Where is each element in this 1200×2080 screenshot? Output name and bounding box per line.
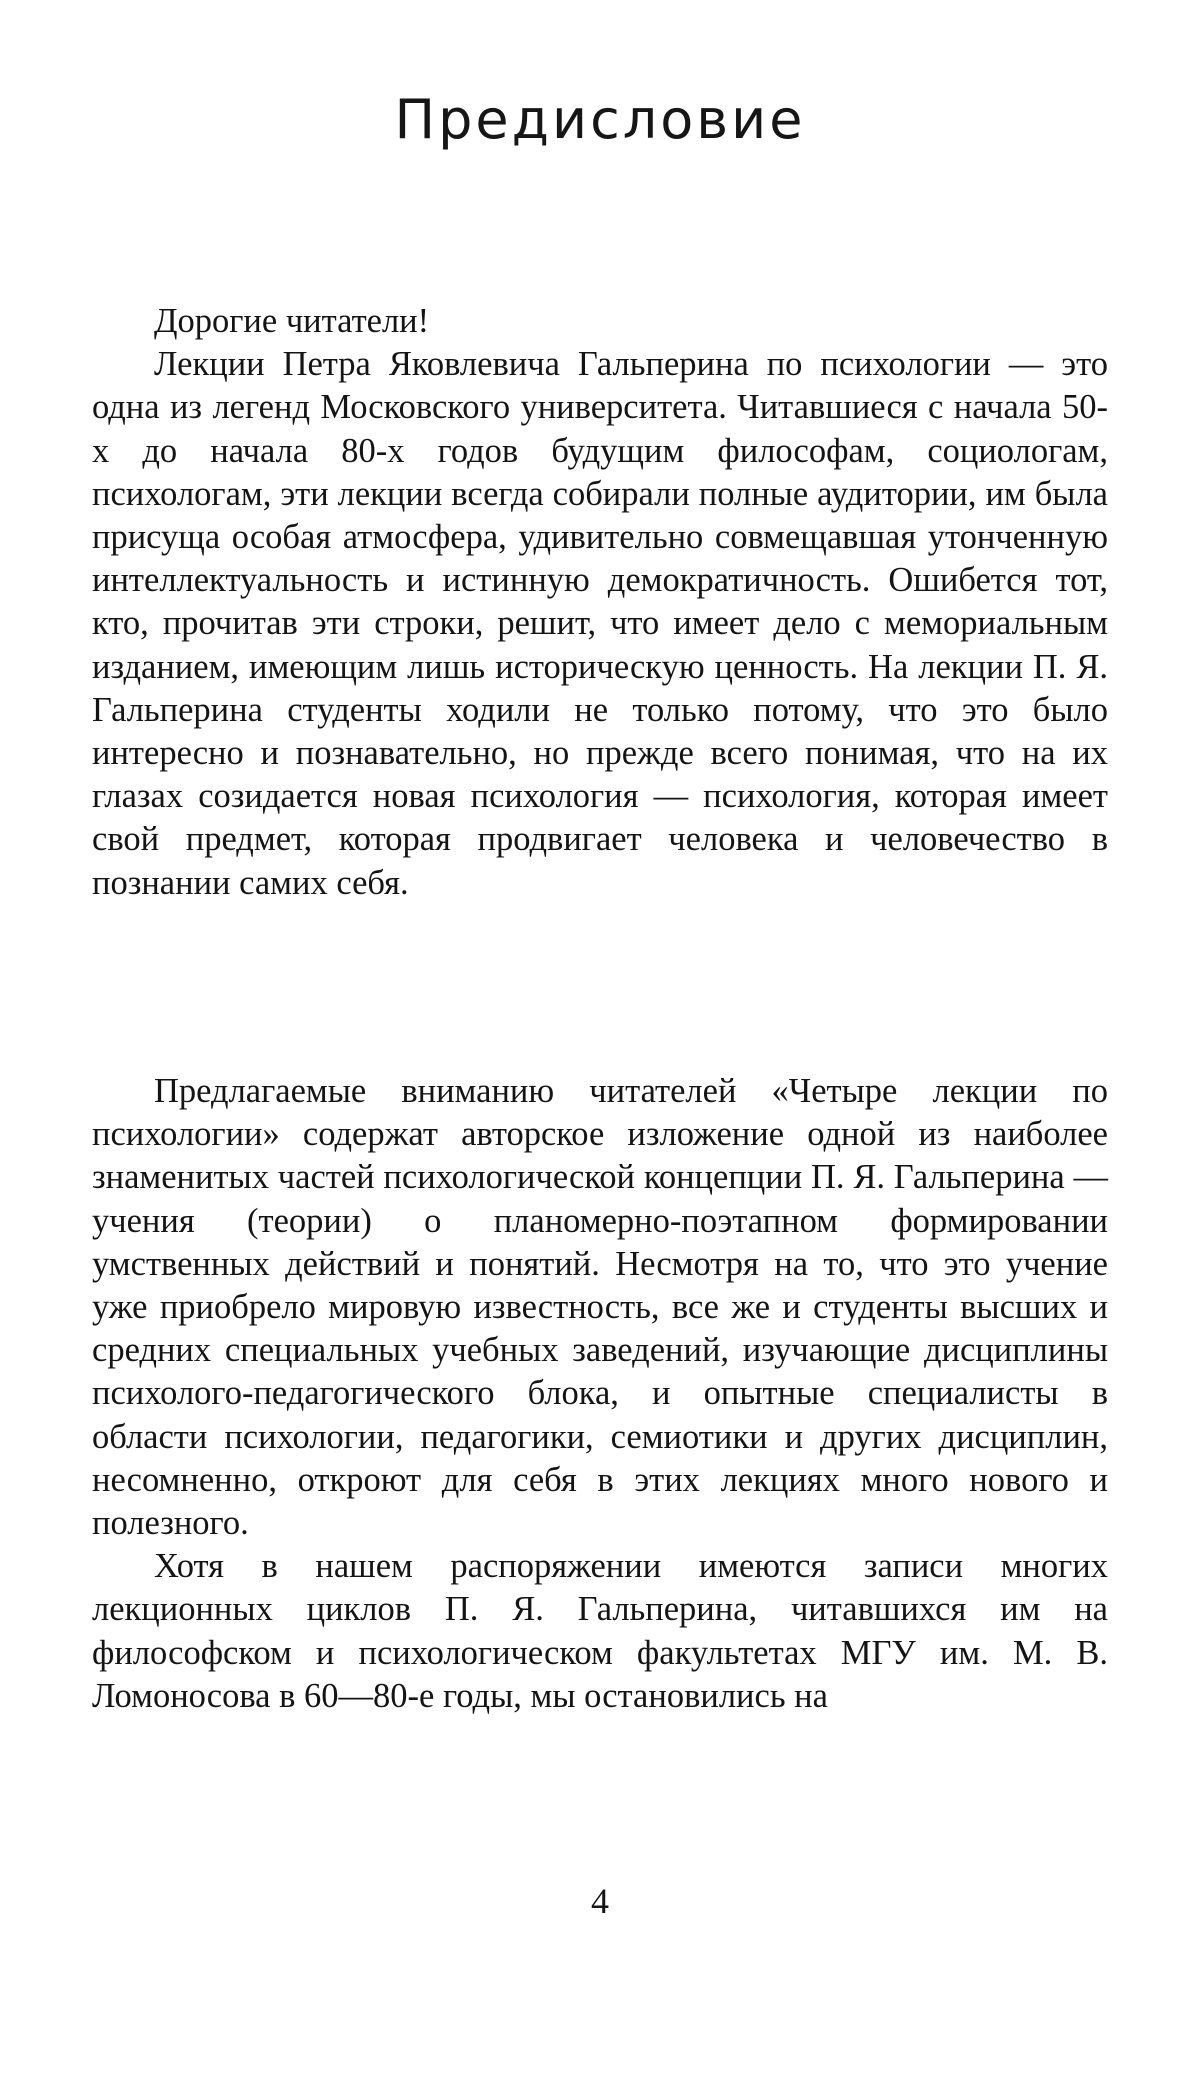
paragraph-lectures-legend: Лекции Петра Яковлевича Гальперина по психологии — это одна из легенд Московского университета. Читавшиеся с начала 50-х до начала 80-х годов будущим философам, социологам, психологам, эти лекции всегда собирали полные аудитории, им была присуща особая атмосфера, удивительно совмещавшая утонченную интеллектуальность и истинную демократичность. Ошибется тот, кто, прочитав эти строки, решит, что имеет дело с мемориальным изданием, имеющим лишь историческую ценность. На лекции П. Я. Гальперина студенты ходили не только потому, что это было интересно и познавательно, но прежде всего понимая, что на их глазах созидается новая психология — психология, которая имеет свой предмет, которая продвигает человека и человечество в познании самих себя. xyxy=(92,345,1108,902)
preface-section-1 xyxy=(92,300,1108,905)
page-title: Предисловие xyxy=(394,88,806,151)
paragraph-four-lectures: Предлагаемые вниманию читателей «Четыре лекции по психологии» содержат авторское изложение одной из наиболее знаменитых частей психологической концепции П. Я. Гальперина — учения (теории) о планомерно-поэтапном формировании умственных действий и понятий. Несмотря на то, что это учение уже приобрело мировую известность, все же и студенты высших и средних специальных учебных заведений, изучающие дисциплины психолого-педагогического блока, и опытные специалисты в области психологии, педагогики, семиотики и других дисциплин, несомненно, откроют для себя в этих лекциях много нового и полезного. xyxy=(92,1072,1108,1543)
greeting-line: Дорогие читатели! xyxy=(154,302,430,340)
preface-section-2 xyxy=(92,1070,1108,1718)
paragraph-lecture-records: Хотя в нашем распоряжении имеются записи многих лекционных циклов П. Я. Гальперина, читавшихся им на философском и психологическом факультетах МГУ им. М. В. Ломоносова в 60—80-е годы, мы остановились на xyxy=(92,1547,1108,1715)
page-number: 4 xyxy=(591,1881,609,1921)
